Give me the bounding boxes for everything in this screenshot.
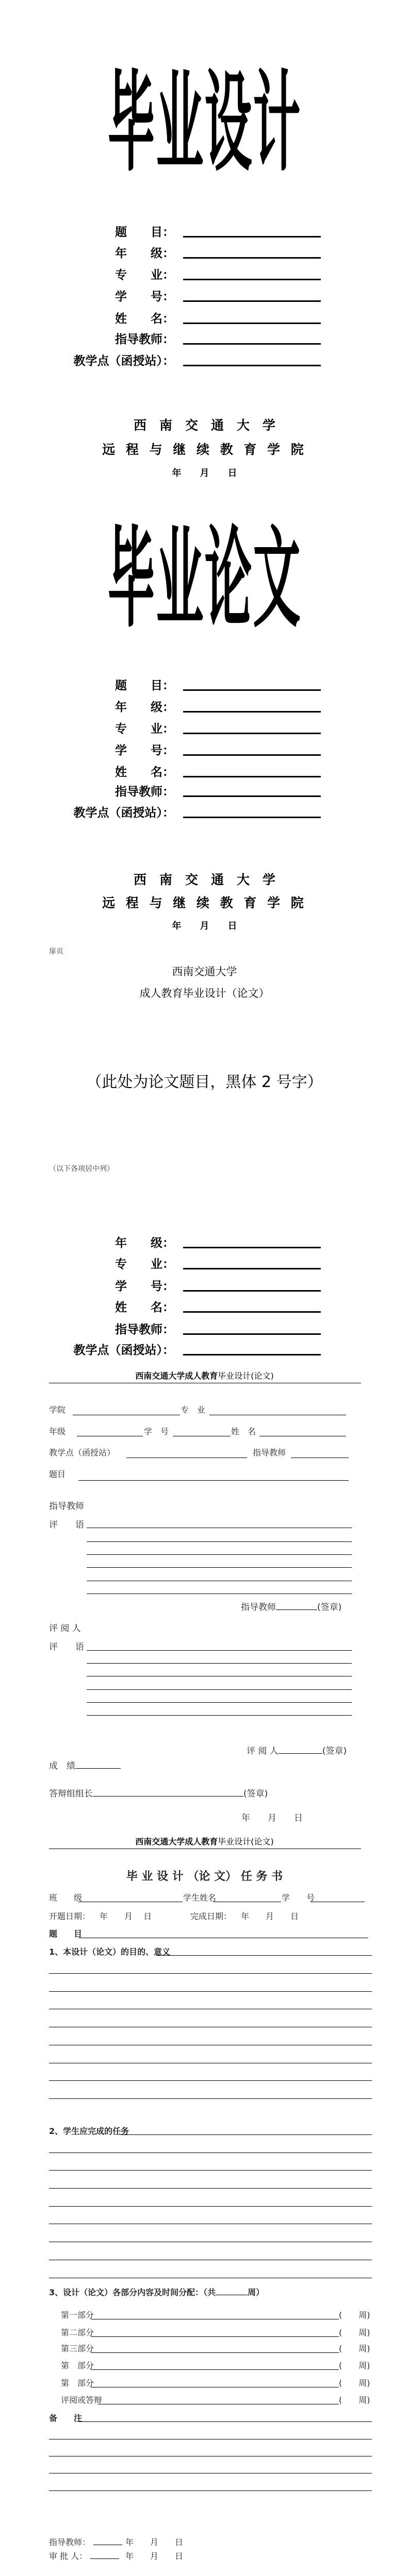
cover2-college: 远 程 与 继 续 教 育 学 院 — [102, 895, 307, 910]
part-field[interactable] — [91, 2352, 339, 2353]
question-1: 1、本设计（论文）的目的、意义 — [49, 1947, 171, 1957]
cover-field-input[interactable] — [183, 279, 321, 280]
cover-field-label: 学 号： — [115, 1279, 174, 1293]
question-2-line[interactable] — [49, 2206, 372, 2207]
cover-field-input[interactable] — [183, 733, 321, 734]
cover-field-label: 题 目： — [115, 225, 174, 239]
reviewer-comment-line[interactable] — [87, 1663, 352, 1664]
title-page-tag: 扉页 — [49, 947, 63, 956]
cover-field-input[interactable] — [183, 1333, 321, 1335]
approver-field[interactable] — [90, 2551, 119, 2559]
question-2-line[interactable] — [49, 2188, 372, 2189]
cover2-university: 西 南 交 通 大 学 — [133, 872, 275, 887]
question-1-line[interactable] — [49, 1991, 372, 1992]
label-topic: 题目 — [49, 1469, 66, 1479]
part-label: 第 部分 — [61, 2378, 94, 2388]
question-1-field[interactable] — [156, 1955, 372, 1956]
cover2-date: 年 月 日 — [172, 921, 237, 931]
approver-date: 年 月 日 — [125, 2551, 184, 2561]
cover-field-input[interactable] — [183, 776, 321, 777]
label-advisor: 指导教师 — [253, 1448, 286, 1458]
question-1-line[interactable] — [49, 1973, 372, 1974]
cover-field-label: 专 业： — [115, 1257, 174, 1271]
page-header: 西南交通大学成人教育毕业设计(论文) — [135, 1371, 274, 1381]
part-label: 第一部分 — [61, 2310, 94, 2320]
part-weeks[interactable]: ( 周) — [339, 2344, 370, 2353]
advisor-comment-line[interactable] — [87, 1567, 352, 1568]
question-1-line[interactable] — [49, 2098, 372, 2099]
cover-field-input[interactable] — [183, 236, 321, 238]
question-2-line[interactable] — [49, 2170, 372, 2171]
label-class: 班 级 — [49, 1893, 83, 1903]
reviewer-comment-line[interactable] — [87, 1650, 352, 1651]
question-2-field[interactable] — [120, 2134, 372, 2135]
cover-field-label: 指导教师： — [115, 332, 174, 346]
part-weeks[interactable]: ( 周) — [339, 2378, 370, 2388]
cover-field-label: 指导教师： — [115, 785, 174, 799]
reviewer-heading: 评 阅 人 — [49, 1623, 81, 1634]
cover-field-label: 姓 名： — [115, 1300, 174, 1314]
part-label: 第三部分 — [61, 2344, 94, 2353]
label-remarks: 备 注 — [49, 2413, 83, 2423]
question-1-line[interactable] — [49, 2080, 372, 2081]
label-student-name: 学生姓名 — [183, 1893, 217, 1903]
cover-field-label: 教学点（函授站）： — [73, 806, 174, 820]
cover-field-label: 年 级： — [115, 700, 174, 714]
cover-title-thesis: 毕业论文 — [107, 516, 302, 643]
label-task-topic: 题 目 — [49, 1929, 83, 1939]
part-weeks[interactable]: ( 周) — [339, 2310, 370, 2320]
panel-leader-field[interactable] — [93, 1789, 243, 1797]
cover-field-input[interactable] — [183, 365, 321, 366]
advisor-comment-line[interactable] — [87, 1541, 352, 1542]
thesis-title-placeholder: （此处为论文题目，黑体 2 号字） — [86, 1073, 323, 1091]
cover-field-label: 姓 名： — [115, 312, 174, 326]
cover1-date: 年 月 日 — [172, 468, 237, 479]
title-page-subtitle: 成人教育毕业设计（论文） — [139, 987, 270, 999]
page-header: 西南交通大学成人教育毕业设计(论文) — [135, 1837, 274, 1846]
cover1-college: 远 程 与 继 续 教 育 学 院 — [102, 442, 307, 457]
part-weeks[interactable]: ( 周) — [339, 2361, 370, 2370]
advisor-comment-line[interactable] — [87, 1554, 352, 1555]
start-date-value[interactable]: 年 月 日 — [100, 1911, 152, 1921]
cover-field-input[interactable] — [183, 323, 321, 324]
end-date-value[interactable]: 年 月 日 — [241, 1911, 299, 1921]
cover-title-design: 毕业设计 — [107, 60, 302, 187]
cover-field-label: 题 目： — [115, 679, 174, 692]
cover1-university: 西 南 交 通 大 学 — [133, 418, 275, 433]
cover-field-label: 教学点（函授站）： — [73, 354, 174, 368]
cover-field-label: 指导教师： — [115, 1323, 174, 1336]
reviewer-comment-line[interactable] — [87, 1689, 352, 1690]
reviewer-comment-line[interactable] — [87, 1715, 352, 1716]
panel-leader-label: 答辩组组长 (签章) — [49, 1789, 268, 1799]
score-field[interactable] — [75, 1761, 121, 1769]
task-advisor-date: 年 月 日 — [125, 2537, 184, 2547]
cover-field-input[interactable] — [183, 689, 321, 691]
part-label: 第 部分 — [61, 2361, 94, 2370]
remarks-line[interactable] — [49, 2490, 372, 2491]
cover-field-input[interactable] — [183, 754, 321, 756]
cover-field-label: 姓 名： — [115, 765, 174, 779]
label-major: 专 业 — [181, 1405, 206, 1415]
reviewer-comment-label: 评 语 — [49, 1642, 84, 1652]
label-college: 学院 — [49, 1405, 66, 1415]
cover-field-input[interactable] — [183, 817, 321, 818]
label-grade: 年级 — [49, 1427, 66, 1436]
cover-field-input[interactable] — [183, 1354, 321, 1355]
task-book-title: 毕 业 设 计 （论 文） 任 务 书 — [126, 1870, 283, 1883]
part-label: 评阅或答辩 — [61, 2395, 103, 2405]
cover-field-label: 教学点（函授站）： — [73, 1343, 174, 1357]
task-advisor-label: 指导教师： — [49, 2536, 122, 2548]
cover-field-input[interactable] — [183, 1268, 321, 1269]
label-task-student-id: 学 号 — [282, 1893, 315, 1903]
score-label: 成 绩 — [49, 1758, 121, 1771]
approver-label: 审 批 人： — [49, 2550, 119, 2562]
label-name: 姓 名 — [231, 1427, 256, 1436]
cover-field-input[interactable] — [183, 1290, 321, 1292]
cover-field-input[interactable] — [183, 343, 321, 345]
cover-field-input[interactable] — [183, 1311, 321, 1313]
cover-field-label: 年 级： — [115, 1236, 174, 1250]
layout-note: （以下各项居中列） — [49, 1165, 114, 1173]
total-weeks-field[interactable] — [216, 2287, 248, 2295]
cover-field-input[interactable] — [183, 795, 321, 797]
cover-field-input[interactable] — [183, 300, 321, 302]
reviewer-sign-field[interactable] — [279, 1746, 322, 1754]
question-2: 2、学生应完成的任务 — [49, 2126, 129, 2136]
part-label: 第二部分 — [61, 2328, 94, 2337]
label-end-date: 完成日期： — [190, 1911, 232, 1921]
topic-field[interactable] — [78, 1480, 349, 1481]
advisor-comment-label: 评 语 — [49, 1520, 84, 1530]
evaluation-date: 年 月 日 — [241, 1813, 303, 1823]
advisor-sign-label: 指导教师 (签章) — [241, 1602, 342, 1613]
advisor-sign-field[interactable] — [276, 1602, 317, 1610]
cover-field-input[interactable] — [183, 257, 321, 259]
reviewer-comment-line[interactable] — [87, 1702, 352, 1703]
cover-field-label: 学 号： — [115, 290, 174, 303]
task-advisor-field[interactable] — [93, 2537, 122, 2545]
question-3: 3、设计（论文）各部分内容及时间分配：（共 周） — [49, 2287, 265, 2297]
reviewer-sign-label: 评 阅 人 (签章) — [247, 1746, 347, 1756]
part-field[interactable] — [91, 2369, 339, 2370]
cover-field-input[interactable] — [183, 1247, 321, 1248]
label-teaching-site: 教学点（函授站） — [49, 1448, 116, 1458]
cover-field-label: 年 级： — [115, 246, 174, 260]
cover-field-label: 专 业： — [115, 722, 174, 736]
advisor-heading: 指导教师 — [49, 1501, 84, 1512]
part-weeks[interactable]: ( 周) — [339, 2395, 370, 2405]
cover-field-label: 专 业： — [115, 268, 174, 282]
label-student-id: 学 号 — [144, 1427, 169, 1436]
title-page-university: 西南交通大学 — [172, 965, 237, 978]
cover-field-input[interactable] — [183, 711, 321, 713]
part-weeks[interactable]: ( 周) — [339, 2328, 370, 2337]
cover-field-label: 学 号： — [115, 743, 174, 757]
label-start-date: 开题日期： — [49, 1911, 91, 1921]
remarks-field[interactable] — [78, 2421, 372, 2422]
part-field[interactable] — [91, 2336, 339, 2337]
